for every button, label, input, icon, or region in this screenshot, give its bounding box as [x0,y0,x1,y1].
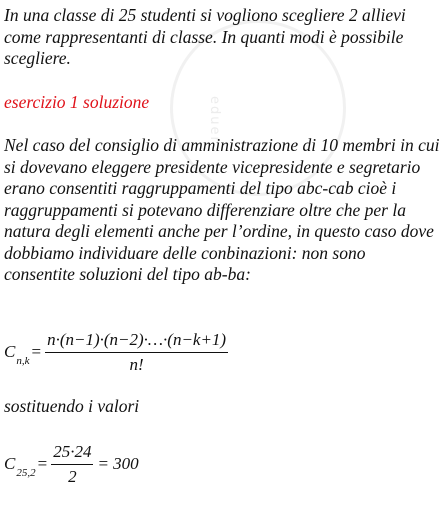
watermark-text: eduer [207,96,222,144]
combination-formula [4,328,228,376]
solution-explanation: Nel caso del consiglio di amministrazione di 10 membri in cui si dovevano eleggere presidente vicepresidente e segretario erano consentiti raggruppamenti del tipo abc-cab cioè i raggruppamenti si potevano differenziare oltre che per la natura degli elementi anche per l’ordine, in questo caso dove dobbiamo individuare delle conbinazioni: non sono consentite soluzioni del tipo ab-ba: [4,135,440,284]
formula-denominator: n! [129,354,144,374]
computed-subscript: 25,2 [16,467,36,479]
computed-formula [4,440,139,488]
solution-heading: esercizio 1 soluzione [4,92,150,112]
computed-denominator: 2 [68,466,77,486]
formula-fraction [45,330,228,375]
formula-equals: = [31,342,42,361]
exercise-text: In una classe di 25 studenti si vogliono scegliere 2 allievi come rappresentanti di classe. In quanti modi è possibile scegliere. [4,5,406,68]
formula-symbol: C [4,342,16,361]
computed-numerator: 25·24 [51,442,93,465]
formula-lhs [4,342,30,367]
computed-symbol: C [4,454,16,473]
computed-equals: = [37,454,48,473]
computed-fraction [51,442,93,487]
substitution-text: sostituendo i valori [4,396,140,416]
formula-numerator: n·(n−1)·(n−2)·…·(n−k+1) [45,330,228,353]
computed-lhs [4,454,36,479]
computed-result: = 300 [97,454,139,473]
formula-subscript: n,k [16,355,30,367]
